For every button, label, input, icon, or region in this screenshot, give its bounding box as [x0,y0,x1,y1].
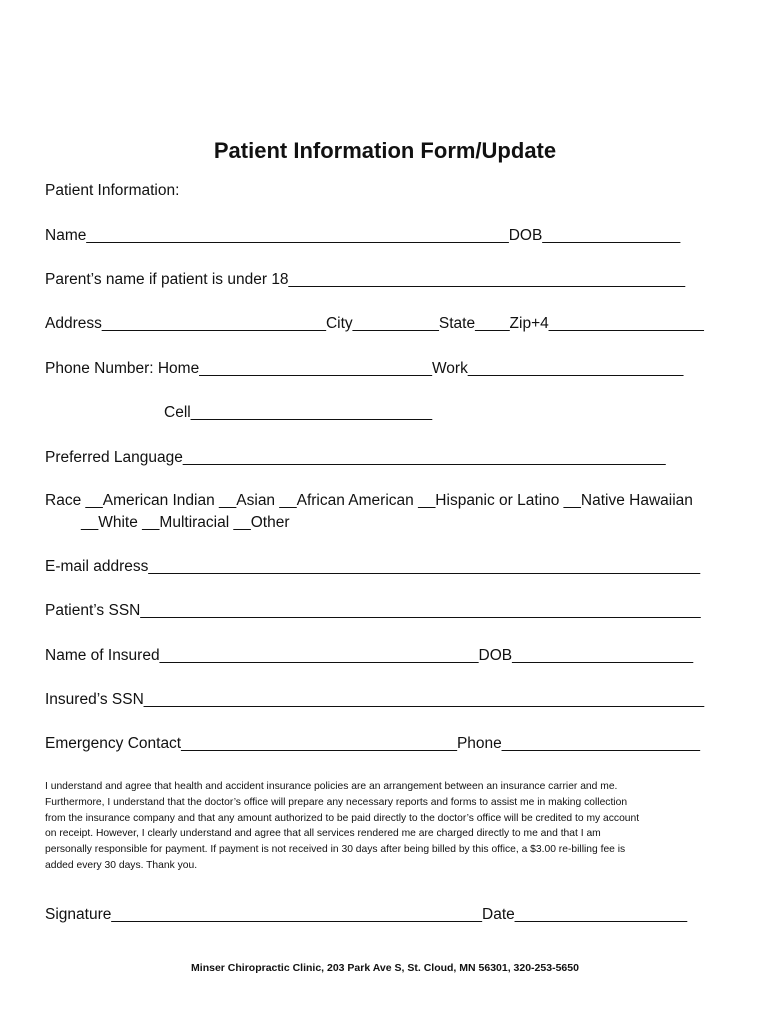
parent-name-field[interactable]: Parent’s name if patient is under 18______________________________________________ [45,271,686,288]
language-field[interactable]: Preferred Language________________________________________________________ [45,449,666,466]
agreement-line: Furthermore, I understand that the doctor’s office will prepare any necessary reports and forms to assist me in making collection [45,796,628,808]
emergency-contact-field[interactable]: Emergency Contact________________________________Phone_______________________ [45,735,701,752]
agreement-line: from the insurance company and that any amount authorized to be paid directly to the doctor’s office will be credited to my account [45,812,640,824]
agreement-line: personally responsible for payment. If payment is not received in 30 days after being billed by this office, a $3.00 re-billing fee is [45,844,626,856]
signature-date-field[interactable]: Signature___________________________________________Date____________________ [45,906,688,923]
insured-ssn-field[interactable]: Insured’s SSN_________________________________________________________________ [45,691,705,708]
address-field[interactable]: Address__________________________City__________State____Zip+4__________________ [45,315,704,332]
agreement-line: added every 30 days. Thank you. [45,859,198,871]
race-options-line1[interactable]: Race __American Indian __Asian __African American __Hispanic or Latino __Native Hawaiian [45,492,693,509]
agreement-line: I understand and agree that health and accident insurance policies are an arrangement between an insurance carrier and me. [45,781,618,792]
insured-name-field[interactable]: Name of Insured_____________________________________DOB_____________________ [45,647,694,664]
cell-field[interactable]: Cell____________________________ [164,404,433,421]
section-label: Patient Information: [45,182,180,199]
race-options-line2[interactable]: __White __Multiracial __Other [81,514,290,531]
patient-ssn-field[interactable]: Patient’s SSN_________________________________________________________________ [45,602,701,619]
clinic-footer: Minser Chiropractic Clinic, 203 Park Ave S, St. Cloud, MN 56301, 320-253-5650 [191,962,579,974]
email-field[interactable]: E-mail address________________________________________________________________ [45,558,701,575]
agreement-paragraph [45,779,735,874]
agreement-line: on receipt. However, I clearly understand and agree that all services rendered me are charged directly to me and that I am [45,828,601,840]
phone-field[interactable]: Phone Number: Home___________________________Work_________________________ [45,360,684,377]
name-dob-field[interactable]: Name_________________________________________________DOB________________ [45,227,681,244]
form-title: Patient Information Form/Update [213,138,557,163]
